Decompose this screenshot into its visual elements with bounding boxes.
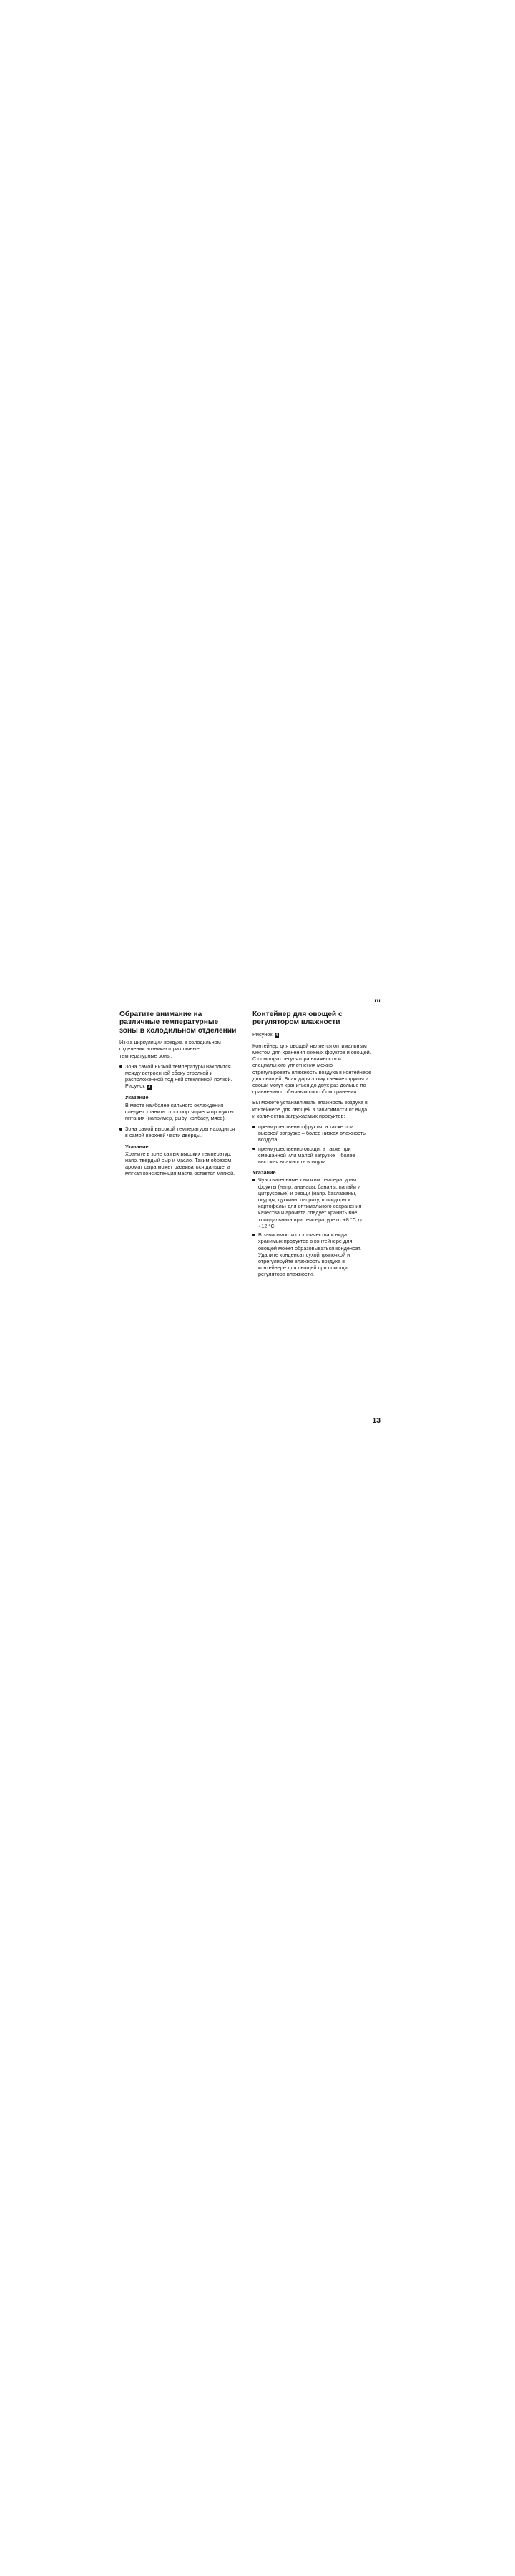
- page-language-label: ru: [374, 997, 381, 1004]
- list-item: Чувствительные к низким температурам фрукты (напр. ананасы, бананы, папайи и цитрусовые) и овощи (напр. баклажаны, огурцы, цуккини, паприку, помидоры и картофель) для оптимального сохранения качества и аромата следует хранить вне холодильника при температуре от +8 °C до +12 °C.: [252, 1176, 371, 1229]
- humidity-intro: Вы можете устанавливать влажность воздуха в контейнере для овощей в зависимости от вида и количества загружаемых продуктов:: [252, 1099, 368, 1119]
- temperature-zones-list-2: [119, 1126, 238, 1138]
- note-text: В месте наиболее сильного охлаждения следует хранить скоропортящиеся продукты питания (например, рыбу, колбасу, мясо).: [125, 1101, 234, 1122]
- right-column: [252, 1010, 371, 1282]
- page-number: 13: [372, 1416, 381, 1425]
- figure-reference-badge: 3: [148, 1085, 151, 1090]
- vegetable-container-description: Контейнер для овощей является оптимальным местом для хранения свежих фруктов и овощей. С помощью регулятора влажности и специального уплотнения можно отрегулировать влажность воздуха в контейнере для овощей. Благодаря этому свежие фрукты и овощи могут храниться до двух раз дольше по сравнению с обычным способом хранения.: [252, 1042, 372, 1096]
- left-column: [119, 1010, 238, 1181]
- note-text: Храните в зоне самых высоких температур, напр. твердый сыр и масло. Таким образом, аромат сыра может развиваться дальше, а мягкая консистенция масла остается мягкой.: [125, 1150, 235, 1177]
- list-item: В зависимости от количества и вида хранимых продуктов в контейнере для овощей может образовываться конденсат. Удалите конденсат сухой тряпочкой и отрегулируйте влажность воздуха в контейнере для овощей при помощи регулятора влажности.: [252, 1231, 371, 1277]
- vegetable-container-heading: Контейнер для овощей с регулятором влажности: [252, 1010, 343, 1027]
- note-block: [125, 1094, 238, 1121]
- note-title: Указание: [125, 1143, 149, 1150]
- list-item: преимущественно фрукты, а также при высокой загрузке – более низкая влажность воздуха: [252, 1123, 371, 1143]
- temperature-zones-list: [119, 1063, 238, 1091]
- list-item: [119, 1063, 238, 1091]
- note-title: Указание: [125, 1094, 149, 1101]
- temperature-zones-heading: Обратите внимание на различные температурные зоны в холодильном отделении: [119, 1010, 237, 1035]
- humidity-settings-list: [252, 1123, 371, 1165]
- note-block: [125, 1143, 238, 1177]
- storage-notes-list: [252, 1176, 371, 1277]
- figure-reference-line: [252, 1031, 371, 1038]
- list-item: [119, 1126, 238, 1138]
- temperature-zones-intro: Из-за циркуляции воздуха в холодильном отделении возникают различные температурные зоны:: [119, 1039, 221, 1059]
- list-item: преимущественно овощи, а также при смешанной или малой загрузке – более высокая влажность воздуха: [252, 1146, 371, 1166]
- figure-label: Рисунок: [252, 1030, 273, 1038]
- coldest-zone-text: Зона самой низкой температуры находится между встроенной сбоку стрелкой и расположенной под ней стеклянной полкой. Рисунок: [125, 1063, 232, 1090]
- note-title: Указание: [252, 1169, 276, 1176]
- warmest-zone-text: Зона самой высокой температуры находится в самой верхней части дверцы.: [125, 1126, 235, 1139]
- figure-reference-badge: 4: [275, 1033, 278, 1038]
